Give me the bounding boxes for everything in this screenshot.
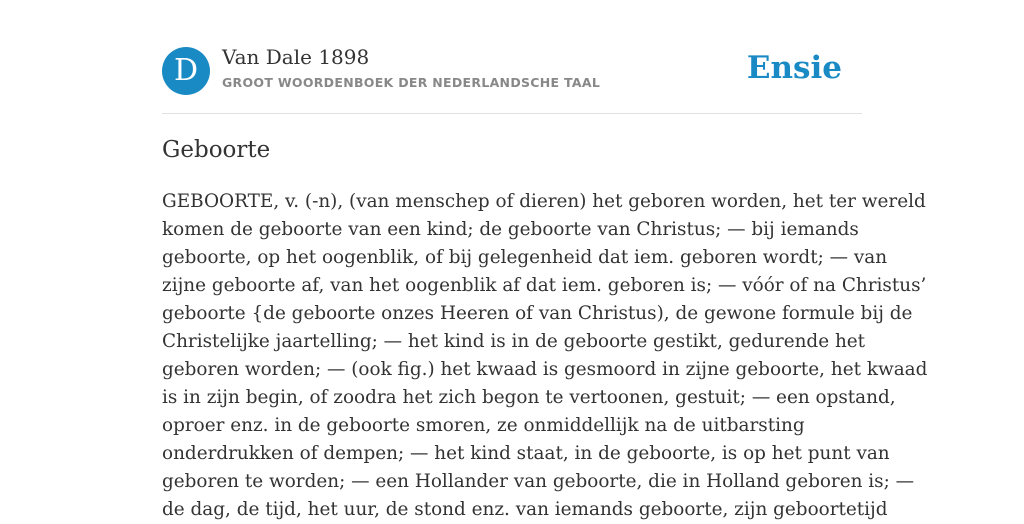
- entry-title: Geboorte: [162, 137, 271, 163]
- definition-line: komen de geboorte van een kind; de geboorte van Christus; — bij iemands: [162, 219, 859, 240]
- definition-line: onderdrukken of dempen; — het kind staat, in de geboorte, is op het punt van: [162, 443, 890, 464]
- definition-line: geboorte {de geboorte onzes Heeren of van Christus), de gewone formule bij de: [162, 303, 913, 324]
- source-header: [162, 0, 862, 114]
- definition-line: Christelijke jaartelling; — het kind is in de geboorte gestikt, gedurende het: [162, 331, 866, 352]
- source-avatar[interactable]: D: [162, 47, 210, 95]
- definition-line: geboorte, op het oogenblik, of bij gelegenheid dat iem. geboren wordt; — van: [162, 247, 888, 268]
- definition-line: is in zijn begin, of zoodra het zich begon te vertoonen, gestuit; — een opstand,: [162, 387, 896, 408]
- definition-line: geboren worden; — (ook fig.) het kwaad is gesmoord in zijne geboorte, het kwaad: [162, 359, 928, 380]
- source-title[interactable]: Van Dale 1898: [222, 45, 370, 69]
- definition-line: geboren te worden; — een Hollander van geboorte, die in Holland geboren is; —: [162, 471, 915, 492]
- page-container: [162, 0, 928, 520]
- definition-line: de dag, de tijd, het uur, de stond enz. van iemands geboorte, zijn geboortetijd: [162, 499, 888, 520]
- definition-line: oproer enz. in de geboorte smoren, ze onmiddellijk na de uitbarsting: [162, 415, 805, 436]
- definition-line: zijne geboorte af, van het oogenblik af dat iem. geboren is; — vóór of na Christus’: [162, 275, 927, 296]
- source-subtitle: GROOT WOORDENBOEK DER NEDERLANDSCHE TAAL: [222, 75, 601, 90]
- entry-definition: [162, 188, 928, 524]
- brand-logo[interactable]: Ensie: [746, 50, 842, 86]
- definition-line: GEBOORTE, v. (-n), (van menschep of dieren) het geboren worden, het ter wereld: [162, 191, 926, 212]
